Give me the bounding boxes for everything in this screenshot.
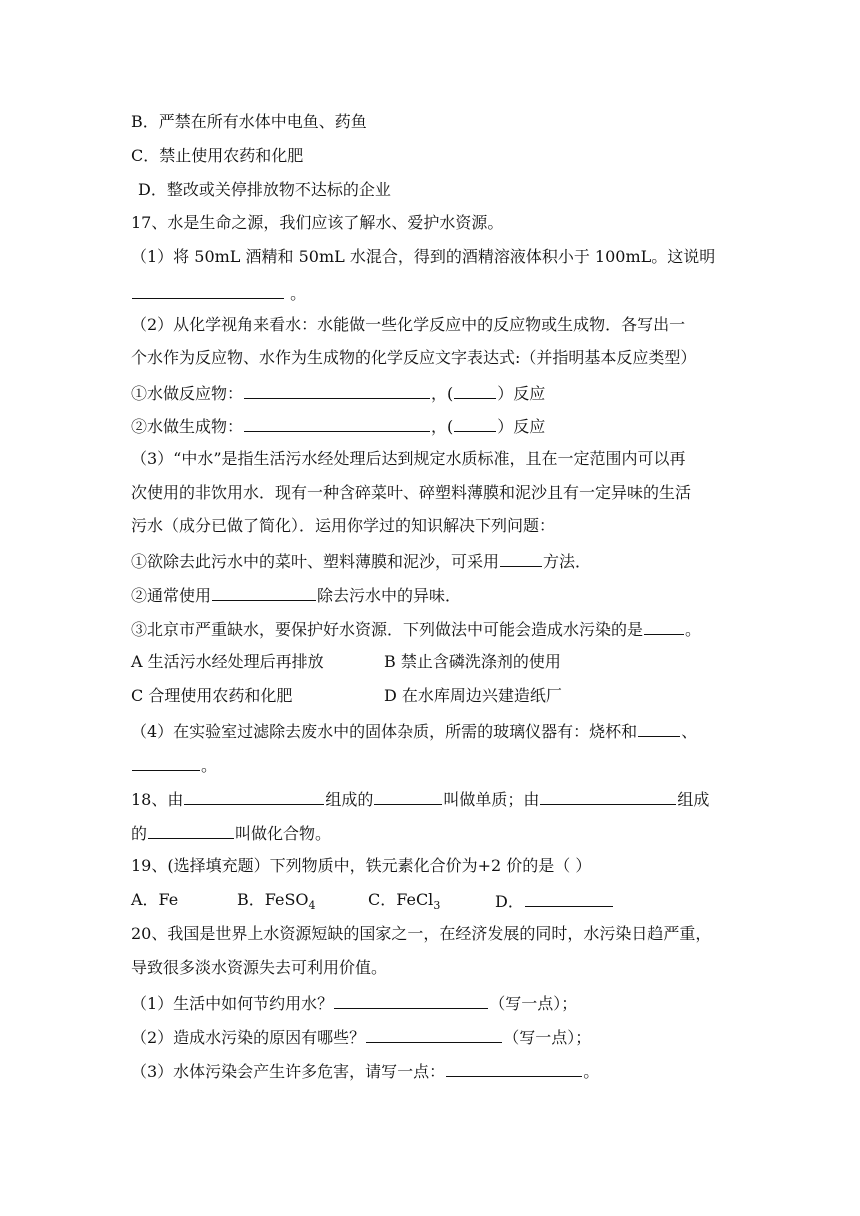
q17-part3-a	[131, 550, 591, 572]
q19-option-b-text: B．FeSO	[237, 890, 309, 909]
q18-blank3[interactable]	[540, 788, 676, 805]
q17-part3-a-blank[interactable]	[500, 550, 542, 567]
q17-part1-end: 。	[290, 284, 307, 303]
q19-option-c-sub: 3	[433, 899, 441, 913]
q19-option-a: A．Fe	[131, 890, 179, 909]
q20-part3	[131, 1060, 599, 1082]
q17-part3-line3: 污水（成分已做了简化）．运用你学过的知识解决下列问题：	[131, 516, 556, 535]
q20-part2-text: （2）造成水污染的原因有哪些？	[131, 1028, 366, 1047]
q17-option-c: C 合理使用农药和化肥	[131, 686, 293, 705]
q20-part1-end: （写一点）；	[489, 994, 578, 1013]
q17-part3-c-end: 。	[685, 620, 702, 639]
q19-option-b	[237, 890, 316, 913]
q16-option-d: D．整改或关停排放物不达标的企业	[138, 180, 391, 199]
q17-part3-c-text: ③北京市严重缺水，要保护好水资源．下列做法中可能会造成水污染的是	[131, 620, 644, 639]
q16-option-b: B．严禁在所有水体中电鱼、药鱼	[131, 112, 367, 131]
q17-part4-blank1[interactable]	[638, 720, 680, 737]
q19-option-c-text: C．FeCl	[368, 890, 434, 909]
q17-part4-sep: 、	[681, 722, 698, 741]
q17-reactant-label: ①水做反应物：	[131, 384, 244, 403]
q18-text-b: 组成的	[325, 790, 374, 809]
q19-option-d	[495, 890, 614, 912]
q20-part2-blank[interactable]	[366, 1026, 502, 1043]
q20-part2-end: （写一点）；	[503, 1028, 592, 1047]
q20-line2: 导致很多淡水资源失去可利用价值。	[131, 958, 388, 977]
q17-reactant-type: ）反应	[497, 384, 546, 403]
q19-option-d-blank[interactable]	[525, 890, 613, 907]
q17-option-a: A 生活污水经处理后再排放	[131, 652, 324, 671]
q18-text-d: 组成	[677, 790, 710, 809]
q20-part3-text: （3）水体污染会产生许多危害，请写一点：	[131, 1062, 446, 1081]
q17-part4-text: （4）在实验室过滤除去废水中的固体杂质，所需的玻璃仪器有：烧杯和	[131, 722, 638, 741]
q18-text-f: 叫做化合物。	[235, 824, 332, 843]
q20-line1: 20、我国是世界上水资源短缺的国家之一，在经济发展的同时，水污染日趋严重，	[131, 924, 712, 943]
q17-part3-b-text: ②通常使用	[131, 586, 212, 605]
q17-reactant-sep: ，(	[431, 384, 454, 403]
q20-part1-text: （1）生活中如何节约用水？	[131, 994, 334, 1013]
q18-blank2[interactable]	[374, 788, 442, 805]
q18-text-e: 的	[131, 824, 148, 843]
q20-part3-end: 。	[583, 1062, 600, 1081]
q17-reactant-blank[interactable]	[244, 382, 430, 399]
q19-stem: 19、(选择填充题）下列物质中，铁元素化合价为+2 价的是（ ）	[131, 856, 592, 875]
q17-option-d: D 在水库周边兴建造纸厂	[384, 686, 562, 705]
q17-part2-reactant	[131, 382, 545, 404]
q17-product-label: ②水做生成物：	[131, 417, 244, 436]
q20-part1-blank[interactable]	[334, 992, 488, 1009]
q17-reactant-type-blank[interactable]	[454, 382, 496, 399]
q17-part2-line1: （2）从化学视角来看水：水能做一些化学反应中的反应物或生成物．各写出一	[131, 315, 686, 334]
q17-part3-c-blank[interactable]	[644, 618, 684, 635]
q17-part1-blank[interactable]	[132, 282, 284, 299]
q19-option-c	[368, 890, 441, 913]
q16-option-c: C．禁止使用农药和化肥	[131, 146, 304, 165]
q17-part3-b-blank[interactable]	[212, 584, 316, 601]
q18-blank1[interactable]	[184, 788, 324, 805]
q17-product-blank[interactable]	[244, 415, 430, 432]
q19-option-b-sub: 4	[308, 899, 316, 913]
q17-part4-cont	[131, 754, 217, 776]
q17-part3-a-text: ①欲除去此污水中的菜叶、塑料薄膜和泥沙，可采用	[131, 552, 500, 571]
q17-part3-a-end: 方法．	[543, 552, 592, 571]
q20-part3-blank[interactable]	[446, 1060, 582, 1077]
q18-blank4[interactable]	[148, 822, 234, 839]
q17-part2-line2: 个水作为反应物、水作为生成物的化学反应文字表达式:（并指明基本反应类型）	[131, 348, 697, 367]
q17-part3-line1: （3）“中水”是指生活污水经处理后达到规定水质标准，且在一定范围内可以再	[131, 449, 686, 468]
q18-line1	[131, 788, 709, 810]
q17-part3-c	[131, 618, 701, 640]
q19-option-d-text: D．	[495, 892, 524, 911]
q17-part1: （1）将 50mL 酒精和 50mL 水混合，得到的酒精溶液体积小于 100mL。这说明	[131, 247, 716, 266]
q17-product-type: ）反应	[497, 417, 546, 436]
q17-part3-line2: 次使用的非饮用水．现有一种含碎菜叶、碎塑料薄膜和泥沙且有一定异味的生活	[131, 483, 692, 502]
q17-part3-b-end: 除去污水中的异味．	[317, 586, 462, 605]
q17-part3-b	[131, 584, 461, 606]
q17-stem: 17、水是生命之源，我们应该了解水、爱护水资源。	[131, 213, 504, 232]
q18-text-c: 叫做单质；由	[443, 790, 540, 809]
q17-part2-product	[131, 415, 545, 437]
q20-part2	[131, 1026, 591, 1048]
q17-part4-end: 。	[201, 756, 218, 775]
q17-part4	[131, 720, 697, 742]
q18-line2	[131, 822, 331, 844]
q17-product-sep: ，(	[431, 417, 454, 436]
q17-product-type-blank[interactable]	[454, 415, 496, 432]
q17-part4-blank2[interactable]	[132, 754, 200, 771]
q18-text-a: 18、由	[131, 790, 184, 809]
q17-option-b: B 禁止含磷洗涤剂的使用	[384, 652, 561, 671]
q17-part1-answer	[131, 282, 306, 304]
q20-part1	[131, 992, 577, 1014]
